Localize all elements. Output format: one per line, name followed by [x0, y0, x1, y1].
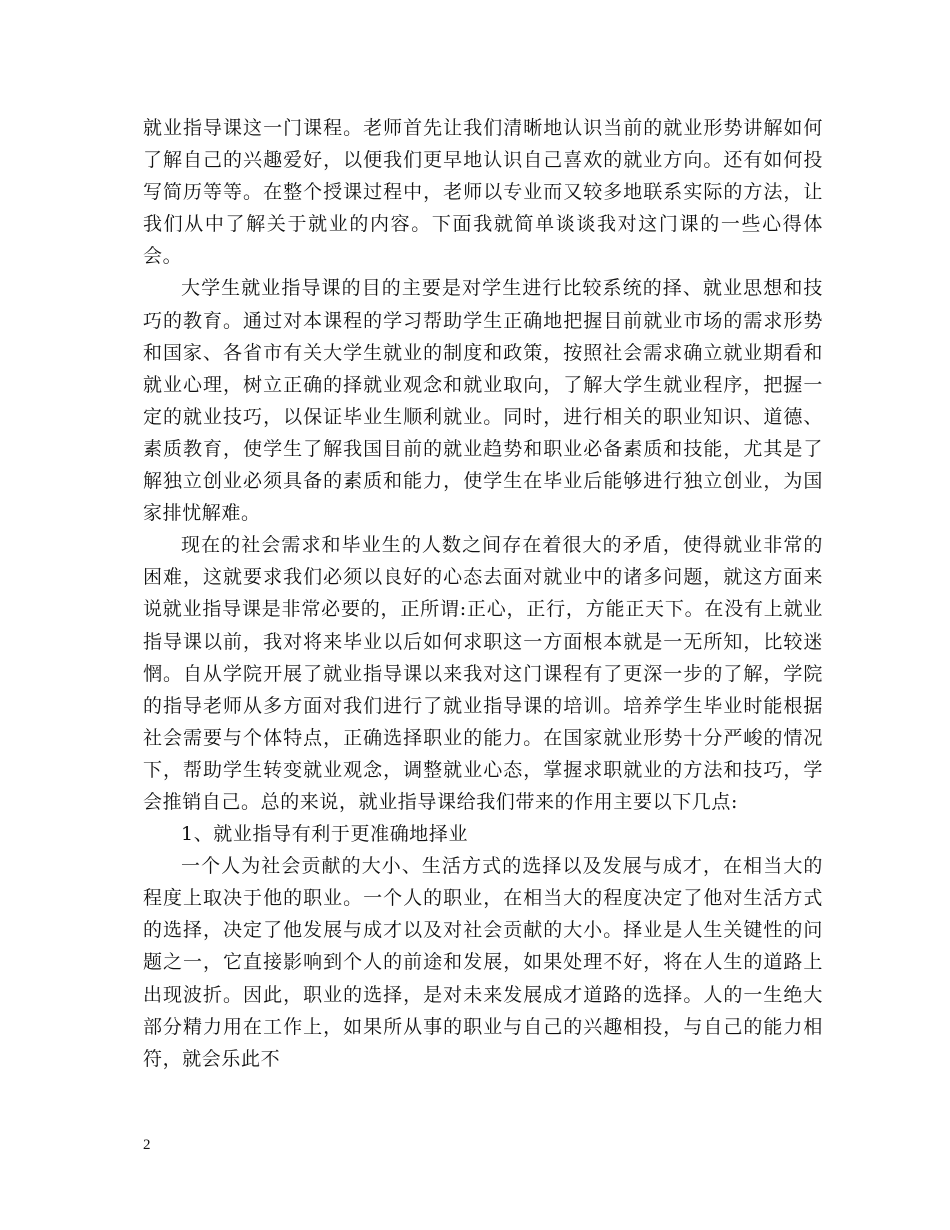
paragraph: 一个人为社会贡献的大小、生活方式的选择以及发展与成才，在相当大的程度上取决于他的职业。一个人的职业，在相当大的程度决定了他对生活方式的选择，决定了他发展与成才以及对社会贡献的大小。择业是人生关键性的问题之一，它直接影响到个人的前途和发展，如果处理不好，将在人生的道路上出现波折。因此，职业的选择，是对未来发展成才道路的选择。人的一生绝大部分精力用在工作上，如果所从事的职业与自己的兴趣相投，与自己的能力相符，就会乐此不 — [143, 855, 823, 1070]
document-body — [143, 112, 823, 1075]
paragraph: 就业指导课这一门课程。老师首先让我们清晰地认识当前的就业形势讲解如何了解自己的兴趣爱好，以便我们更早地认识自己喜欢的就业方向。还有如何投写简历等等。在整个授课过程中，老师以专业而又较多地联系实际的方法，让我们从中了解关于就业的内容。下面我就简单谈谈我对这门课的一些心得体会。 — [143, 117, 823, 268]
paragraph: 大学生就业指导课的目的主要是对学生进行比较系统的择、就业思想和技巧的教育。通过对本课程的学习帮助学生正确地把握目前就业市场的需求形势和国家、各省市有关大学生就业的制度和政策，按照社会需求确立就业期看和就业心理，树立正确的择就业观念和就业取向，了解大学生就业程序，把握一定的就业技巧，以保证毕业生顺利就业。同时，进行相关的职业知识、道德、素质教育，使学生了解我国目前的就业趋势和职业必备素质和技能，尤其是了解独立创业必须具备的素质和能力，使学生在毕业后能够进行独立创业，为国家排忧解难。 — [143, 277, 823, 525]
paragraph: 现在的社会需求和毕业生的人数之间存在着很大的矛盾，使得就业非常的困难，这就要求我们必须以良好的心态去面对就业中的诸多问题，就这方面来说就业指导课是非常必要的，正所谓:正心，正行，方能正天下。在没有上就业指导课以前，我对将来毕业以后如何求职这一方面根本就是一无所知，比较迷惘。自从学院开展了就业指导课以来我对这门课程有了更深一步的了解，学院的指导老师从多方面对我们进行了就业指导课的培训。培养学生毕业时能根据社会需要与个体特点，正确选择职业的能力。在国家就业形势十分严峻的情况下，帮助学生转变就业观念，调整就业心态，掌握求职就业的方法和技巧，学会推销自己。总的来说，就业指导课给我们带来的作用主要以下几点: — [143, 534, 823, 813]
page-number: 2 — [143, 1137, 151, 1153]
section-heading: 1、就业指导有利于更准确地择业 — [181, 823, 469, 846]
